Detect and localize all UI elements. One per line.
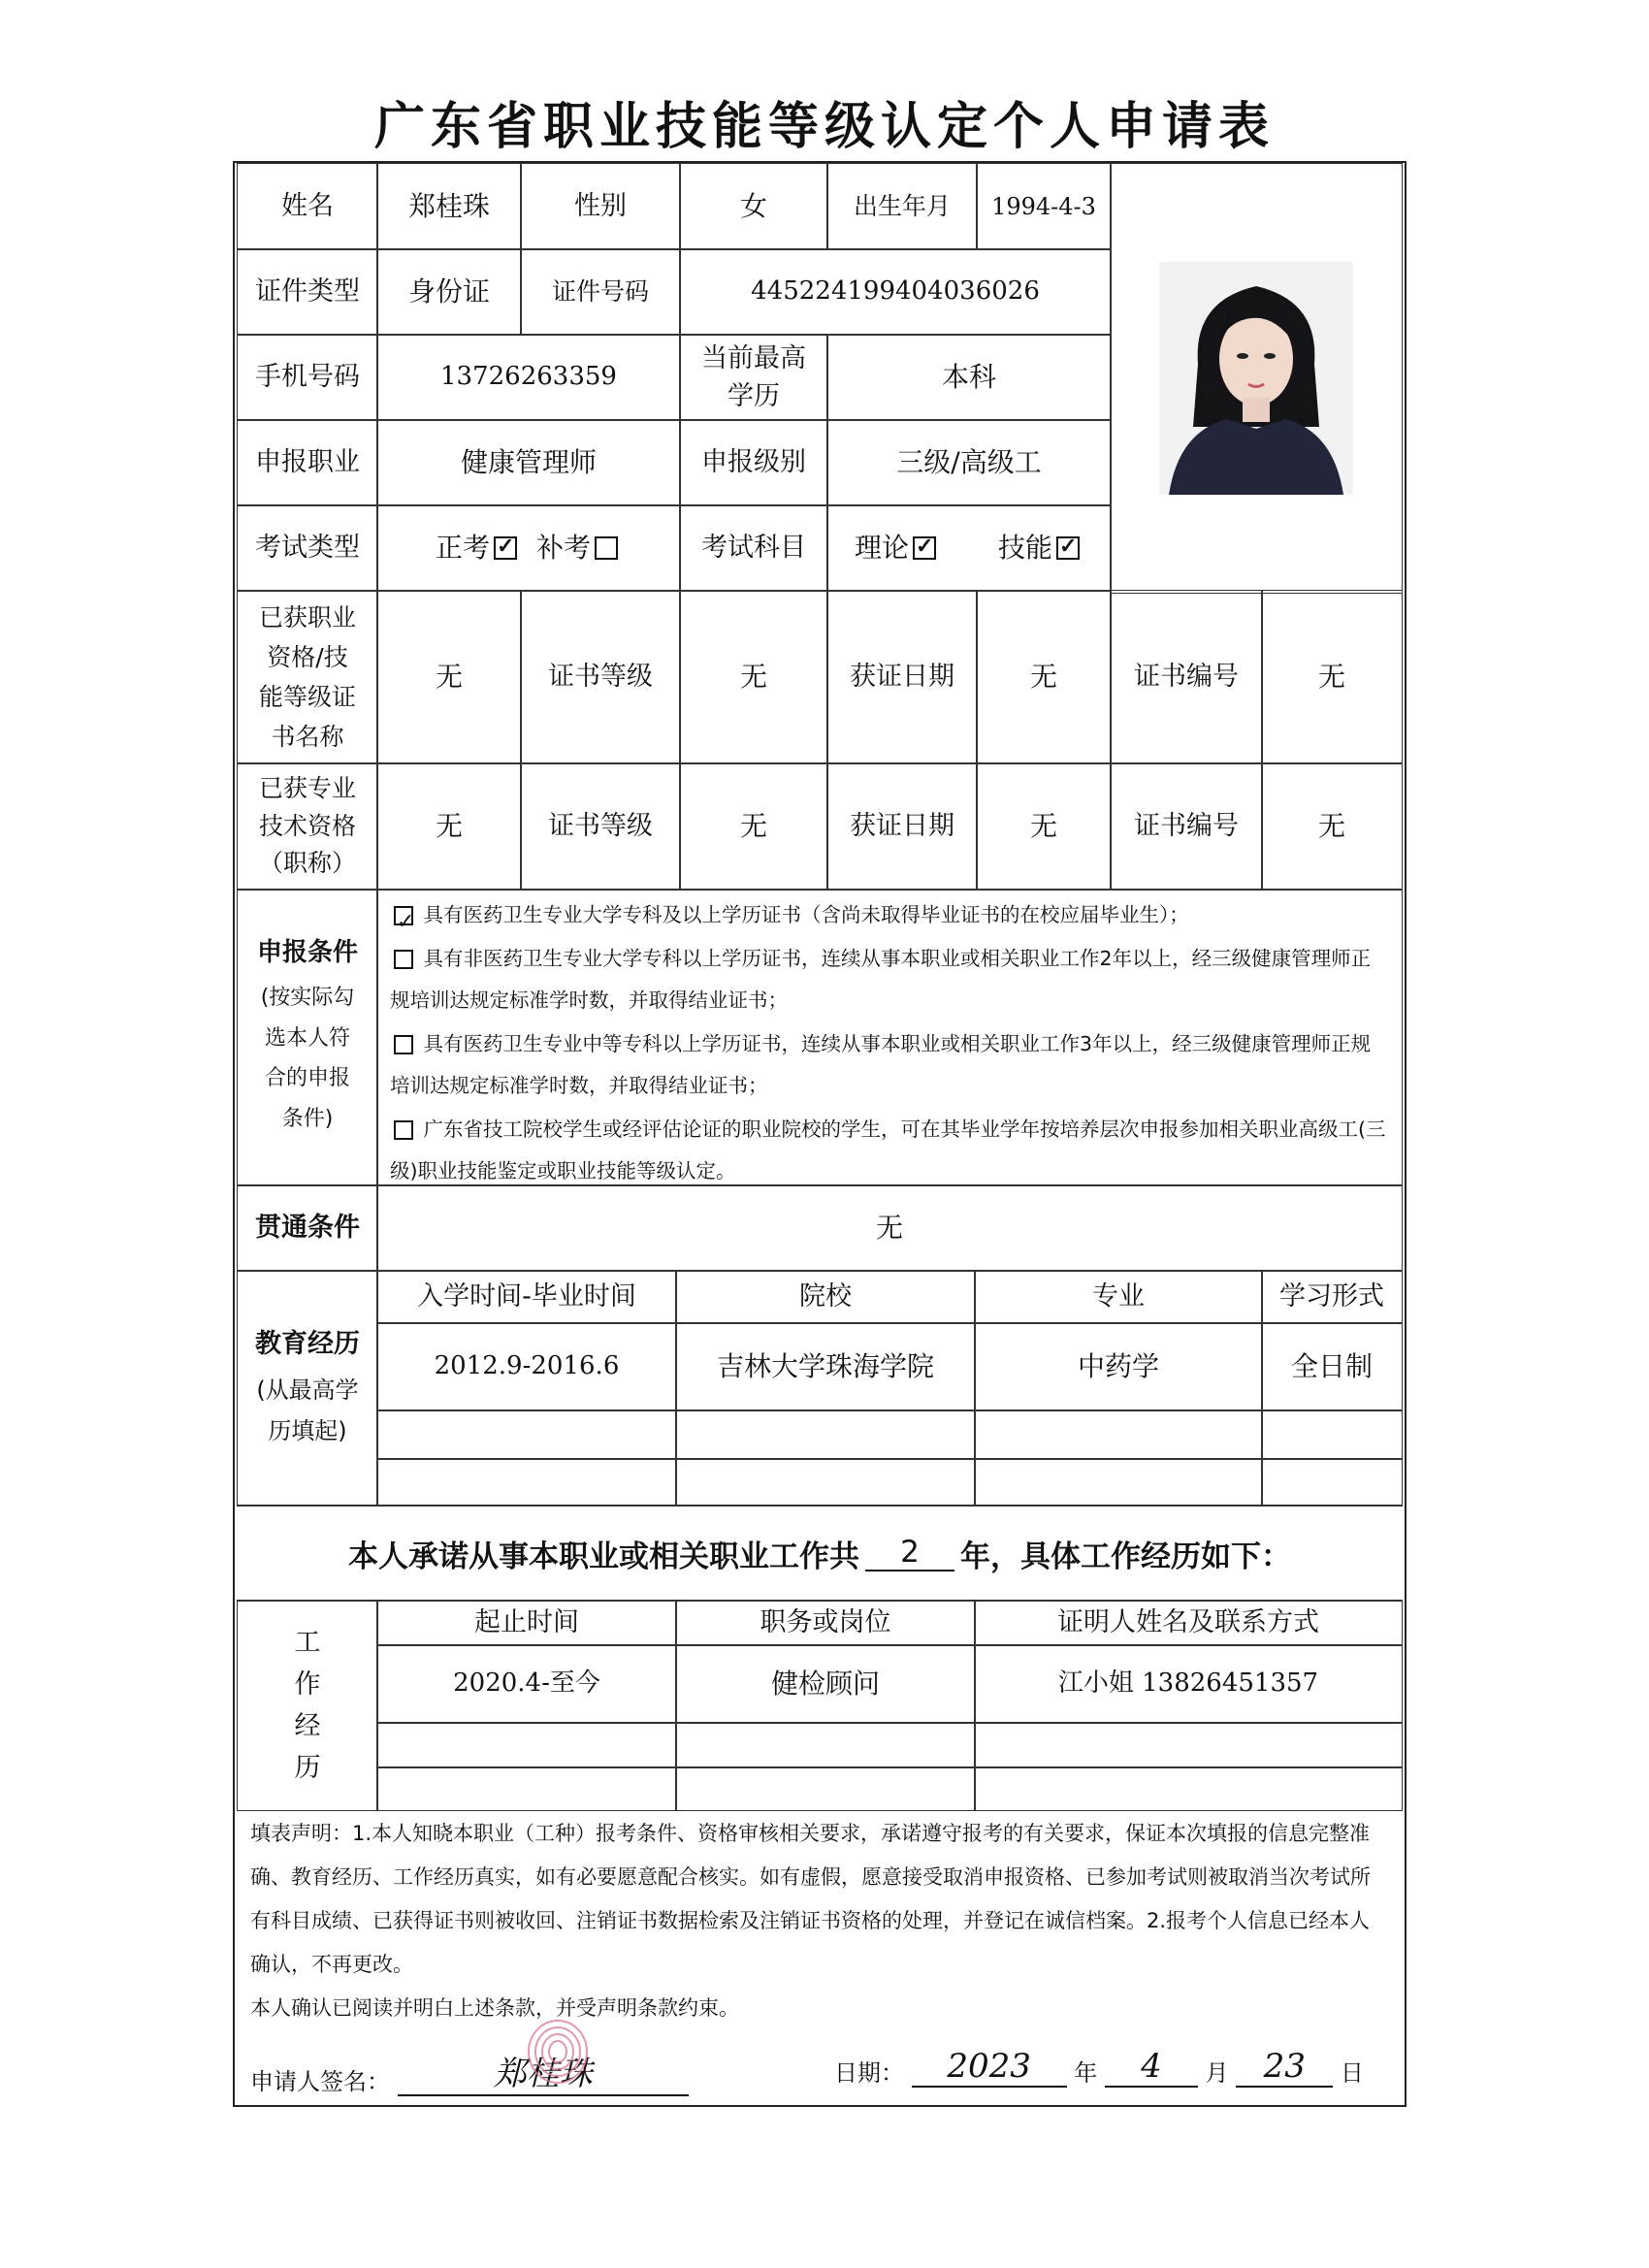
promise-line bbox=[237, 1515, 1403, 1591]
prior-cert-level[interactable]: 无 bbox=[679, 590, 828, 764]
exam-type-options bbox=[376, 504, 681, 592]
label-cert-no-2: 证书编号 bbox=[1110, 762, 1263, 891]
label-cert-level-2: 证书等级 bbox=[520, 762, 681, 891]
value-id-type[interactable]: 身份证 bbox=[376, 248, 522, 336]
condition-item-3 bbox=[390, 1023, 1389, 1107]
work-row-1-position[interactable]: 健检顾问 bbox=[675, 1644, 976, 1724]
label-work: 工作经历 bbox=[237, 1600, 378, 1811]
value-phone[interactable]: 13726263359 bbox=[376, 334, 681, 421]
promise-years[interactable]: 2 bbox=[865, 1535, 954, 1571]
condition-3-text: 具有医药卫生专业中等专科以上学历证书，连续从事本职业或相关职业工作3年以上，经三级健康管理师正规培训达规定标准学时数，并取得结业证书； bbox=[390, 1032, 1372, 1097]
prior-pro-number[interactable]: 无 bbox=[1261, 762, 1403, 891]
work-row-2-position[interactable] bbox=[675, 1722, 976, 1768]
work-row-1-reference[interactable]: 江小姐 13826451357 bbox=[974, 1644, 1403, 1724]
conditions-list bbox=[376, 889, 1403, 1184]
edu-row-1-school[interactable]: 吉林大学珠海学院 bbox=[675, 1322, 976, 1411]
work-row-1-period[interactable]: 2020.4-至今 bbox=[376, 1644, 677, 1724]
date-day[interactable]: 23 bbox=[1236, 2047, 1333, 2088]
condition-item-1 bbox=[390, 894, 1389, 936]
label-id-type: 证件类型 bbox=[237, 248, 378, 336]
value-occupation[interactable]: 健康管理师 bbox=[376, 419, 681, 506]
condition-4-text: 广东省技工院校学生或经评估论证的职业院校的学生，可在其毕业学年按培养层次申报参加相关职业高级工(三级)职业技能鉴定或职业技能等级认定。 bbox=[390, 1118, 1386, 1183]
label-prior-pro: 已获专业技术资格（职称） bbox=[237, 762, 378, 891]
prior-cert-number[interactable]: 无 bbox=[1261, 590, 1403, 764]
work-row-2-reference[interactable] bbox=[974, 1722, 1403, 1768]
date-day-unit: 日 bbox=[1340, 2059, 1364, 2087]
declaration bbox=[237, 1812, 1401, 2030]
condition-1-checkbox[interactable] bbox=[394, 906, 413, 925]
condition-2-text: 具有非医药卫生专业大学专科以上学历证书，连续从事本职业或相关职业工作2年以上，经三级健康管理师正规培训达规定标准学时数，并取得结业证书； bbox=[390, 947, 1372, 1012]
edu-row-2-major[interactable] bbox=[974, 1409, 1263, 1460]
date-year[interactable]: 2023 bbox=[912, 2047, 1067, 2088]
date-year-unit: 年 bbox=[1074, 2059, 1098, 2087]
label-cert-date-2: 获证日期 bbox=[826, 762, 978, 891]
edu-header-school: 院校 bbox=[675, 1270, 976, 1324]
edu-row-1-period[interactable]: 2012.9-2016.6 bbox=[376, 1322, 677, 1411]
signature-value[interactable]: 郑桂珠 bbox=[398, 2047, 689, 2096]
work-header-position: 职务或岗位 bbox=[675, 1600, 976, 1646]
date-month-unit: 月 bbox=[1205, 2059, 1229, 2087]
exam-skill-checkbox[interactable] bbox=[1056, 536, 1080, 560]
signature-label: 申请人签名： bbox=[250, 2068, 390, 2095]
label-through: 贯通条件 bbox=[237, 1184, 378, 1272]
edu-row-3-major[interactable] bbox=[974, 1458, 1263, 1507]
exam-regular-checkbox[interactable] bbox=[494, 536, 517, 560]
declaration-text: 填表声明：1.本人知晓本职业（工种）报考条件、资格审核相关要求，承诺遵守报考的有关要求，保证本次填报的信息完整准确、教育经历、工作经历真实，如有必要愿意配合核实。如有虚假，愿意接受取消申报资格、已参加考试则被取消当次考试所有科目成绩、已获得证书则被收回、注销证书数据检索及注销证书资格的处理，并登记在诚信档案。2.报考个人信息已经本人确认，不再更改。 bbox=[250, 1822, 1371, 1976]
declaration-confirm: 本人确认已阅读并明白上述条款，并受声明条款约束。 bbox=[250, 1996, 739, 2020]
exam-theory-checkbox[interactable] bbox=[913, 536, 936, 560]
work-row-3-reference[interactable] bbox=[974, 1766, 1403, 1811]
condition-4-checkbox[interactable] bbox=[394, 1120, 413, 1140]
promise-before: 本人承诺从事本职业或相关职业工作共 bbox=[348, 1539, 859, 1574]
value-name[interactable]: 郑桂珠 bbox=[376, 163, 522, 250]
label-edu-cell bbox=[237, 1270, 378, 1507]
edu-row-2-school[interactable] bbox=[675, 1409, 976, 1460]
value-through[interactable]: 无 bbox=[376, 1184, 1403, 1272]
date-month[interactable]: 4 bbox=[1105, 2047, 1198, 2088]
label-edu-note: (从最高学历填起) bbox=[256, 1376, 359, 1444]
label-phone: 手机号码 bbox=[237, 334, 378, 421]
label-edu-history: 教育经历 bbox=[255, 1329, 360, 1360]
label-cert-level-1: 证书等级 bbox=[520, 590, 681, 764]
edu-header-mode: 学习形式 bbox=[1261, 1270, 1403, 1324]
value-id-number[interactable]: 445224199404036026 bbox=[679, 248, 1112, 336]
label-conditions: 申报条件 bbox=[256, 938, 358, 968]
condition-item-2 bbox=[390, 938, 1389, 1021]
work-row-3-position[interactable] bbox=[675, 1766, 976, 1811]
value-birth[interactable]: 1994-4-3 bbox=[976, 163, 1112, 250]
exam-skill-label: 技能 bbox=[998, 531, 1053, 564]
value-gender[interactable]: 女 bbox=[679, 163, 828, 250]
label-exam-type: 考试类型 bbox=[237, 504, 378, 592]
exam-subject-options bbox=[826, 504, 1112, 592]
edu-row-3-mode[interactable] bbox=[1261, 1458, 1403, 1507]
label-id-number: 证件号码 bbox=[520, 248, 681, 336]
label-occupation: 申报职业 bbox=[237, 419, 378, 506]
applicant-photo bbox=[1159, 262, 1353, 495]
edu-row-3-school[interactable] bbox=[675, 1458, 976, 1507]
edu-row-2-mode[interactable] bbox=[1261, 1409, 1403, 1460]
condition-1-text: 具有医药卫生专业大学专科及以上学历证书（含尚未取得毕业证书的在校应届毕业生）； bbox=[423, 903, 1189, 926]
prior-pro-level[interactable]: 无 bbox=[679, 762, 828, 891]
prior-cert-name[interactable]: 无 bbox=[376, 590, 522, 764]
value-level[interactable]: 三级/高级工 bbox=[826, 419, 1112, 506]
exam-theory-label: 理论 bbox=[854, 531, 909, 564]
promise-after: 年，具体工作经历如下： bbox=[960, 1539, 1291, 1574]
work-row-3-period[interactable] bbox=[376, 1766, 677, 1811]
prior-pro-name[interactable]: 无 bbox=[376, 762, 522, 891]
edu-row-3-period[interactable] bbox=[376, 1458, 677, 1507]
edu-row-2-period[interactable] bbox=[376, 1409, 677, 1460]
label-education: 当前最高学历 bbox=[679, 334, 828, 421]
prior-pro-date[interactable]: 无 bbox=[976, 762, 1112, 891]
work-header-reference: 证明人姓名及联系方式 bbox=[974, 1600, 1403, 1646]
date-label: 日期： bbox=[834, 2059, 904, 2087]
label-exam-subject: 考试科目 bbox=[679, 504, 828, 592]
photo-cell bbox=[1110, 163, 1403, 594]
exam-makeup-checkbox[interactable] bbox=[595, 536, 618, 560]
fingerprint-icon bbox=[524, 2018, 592, 2086]
prior-cert-date[interactable]: 无 bbox=[976, 590, 1112, 764]
label-conditions-note: (按实际勾选本人符合的申报条件) bbox=[260, 985, 355, 1132]
form-title: 广东省职业技能等级认定个人申请表 bbox=[373, 98, 1275, 156]
label-cert-date-1: 获证日期 bbox=[826, 590, 978, 764]
exam-makeup-label: 补考 bbox=[536, 531, 592, 564]
label-level: 申报级别 bbox=[679, 419, 828, 506]
signature-row bbox=[250, 2047, 689, 2096]
edu-header-major: 专业 bbox=[974, 1270, 1263, 1324]
edu-row-1-major[interactable]: 中药学 bbox=[974, 1322, 1263, 1411]
label-name: 姓名 bbox=[237, 163, 378, 250]
condition-2-checkbox[interactable] bbox=[394, 950, 413, 969]
label-gender: 性别 bbox=[520, 163, 681, 250]
work-header-period: 起止时间 bbox=[376, 1600, 677, 1646]
label-prior-cert: 已获职业资格/技能等级证书名称 bbox=[237, 590, 378, 764]
condition-item-4 bbox=[390, 1109, 1389, 1192]
exam-regular-label: 正考 bbox=[435, 531, 490, 564]
condition-3-checkbox[interactable] bbox=[394, 1035, 413, 1054]
label-conditions-cell bbox=[237, 889, 378, 1186]
work-row-2-period[interactable] bbox=[376, 1722, 677, 1768]
value-education[interactable]: 本科 bbox=[826, 334, 1112, 421]
label-cert-no-1: 证书编号 bbox=[1110, 590, 1263, 764]
edu-row-1-mode[interactable]: 全日制 bbox=[1261, 1322, 1403, 1411]
edu-header-period: 入学时间-毕业时间 bbox=[376, 1270, 677, 1324]
label-birth: 出生年月 bbox=[826, 163, 978, 250]
date-row bbox=[834, 2047, 1364, 2088]
